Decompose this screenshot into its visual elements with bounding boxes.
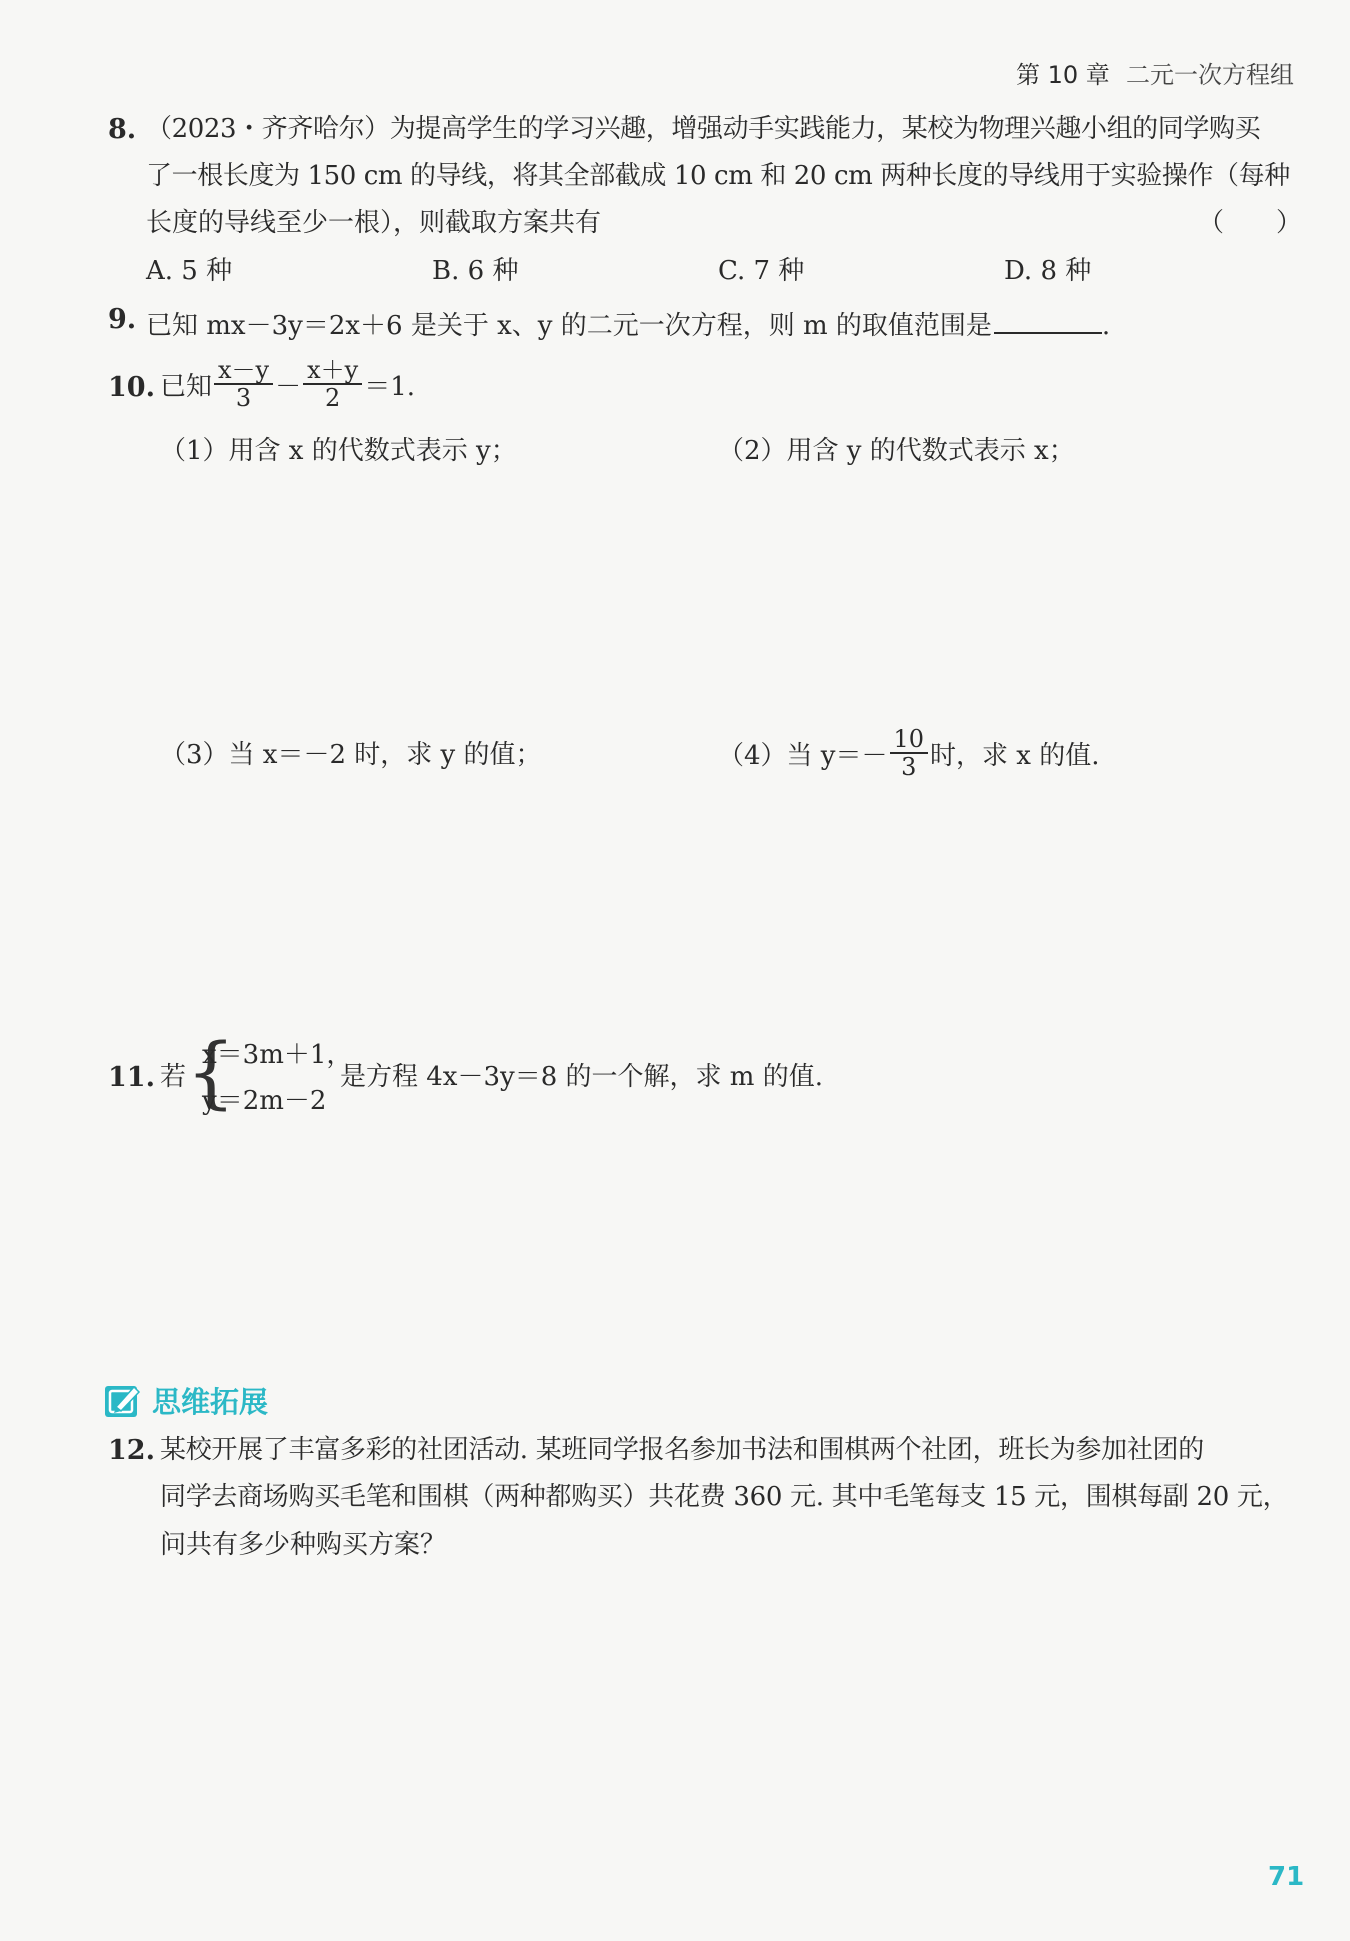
question-11-number: 11. xyxy=(108,1062,155,1093)
part-4-denominator: 3 xyxy=(901,753,917,781)
part-4-prefix: （4）当 y＝－ xyxy=(718,740,888,771)
fraction-2-denominator: 2 xyxy=(325,384,341,412)
question-9-stem: 已知 mx－3y＝2x＋6 是关于 x、y 的二元一次方程，则 m 的取值范围是 xyxy=(146,311,992,341)
question-10-part-2: （2）用含 y 的代数式表示 x； xyxy=(718,436,1075,466)
question-8-option-b[interactable]: B. 6 种 xyxy=(432,256,519,286)
question-10-fraction-2 xyxy=(303,357,362,412)
page-number: 71 xyxy=(1268,1862,1305,1892)
question-10-suffix: ＝1. xyxy=(364,371,416,402)
question-8-answer-paren[interactable]: （ ） xyxy=(1198,208,1303,238)
question-9-text xyxy=(146,306,1110,339)
question-8-option-c[interactable]: C. 7 种 xyxy=(718,256,805,286)
question-10-prefix: 已知 xyxy=(160,371,213,402)
fraction-1-denominator: 3 xyxy=(235,384,252,412)
question-11-suffix: 是方程 4x－3y＝8 的一个解，求 m 的值. xyxy=(340,1062,823,1092)
section-header xyxy=(104,1380,268,1421)
question-12-number: 12. xyxy=(108,1435,155,1466)
part-4-fraction xyxy=(890,726,929,781)
question-11-prefix: 若 xyxy=(160,1062,187,1092)
part-4-numerator: 10 xyxy=(890,726,929,754)
question-10-number: 10. xyxy=(108,372,155,403)
question-10-minus: － xyxy=(275,371,302,402)
question-10-part-1: （1）用含 x 的代数式表示 y； xyxy=(160,436,517,466)
question-12-line-1: 某校开展了丰富多彩的社团活动. 某班同学报名参加书法和围棋两个社团，班长为参加社团的 xyxy=(160,1435,1204,1465)
question-10-part-4 xyxy=(718,720,1100,786)
question-8-option-a[interactable]: A. 5 种 xyxy=(146,256,233,286)
question-9-end: . xyxy=(1101,311,1111,341)
pencil-square-icon xyxy=(104,1383,144,1419)
question-9-answer-blank[interactable] xyxy=(994,306,1102,334)
question-9-number: 9. xyxy=(108,304,137,335)
equation-system-brace: { xyxy=(186,1028,236,1118)
question-8-line-1: （2023・齐齐哈尔）为提高学生的学习兴趣，增强动手实践能力，某校为物理兴趣小组的同学购买 xyxy=(146,114,1261,144)
question-8-number: 8. xyxy=(108,114,137,145)
question-8-option-d[interactable]: D. 8 种 xyxy=(1004,256,1092,286)
fraction-1-numerator: x－y xyxy=(214,357,273,385)
chapter-number: 第 10 章 xyxy=(1016,61,1110,89)
chapter-title: 二元一次方程组 xyxy=(1126,61,1294,89)
question-12-line-2: 同学去商场购买毛笔和围棋（两种都购买）共花费 360 元. 其中毛笔每支 15 元，围棋每副 20 元， xyxy=(160,1482,1289,1512)
equation-system-line-1: x＝3m＋1， xyxy=(202,1040,353,1070)
section-title: 思维拓展 xyxy=(152,1385,269,1419)
question-10-equation xyxy=(160,352,415,416)
question-10-fraction-1 xyxy=(214,357,273,412)
question-8-line-3: 长度的导线至少一根），则截取方案共有 xyxy=(146,208,602,238)
question-8-line-2: 了一根长度为 150 cm 的导线，将其全部截成 10 cm 和 20 cm 两种长度的导线用于实验操作（每种 xyxy=(146,161,1290,191)
part-4-suffix: 时，求 x 的值. xyxy=(930,740,1100,771)
question-10-part-3: （3）当 x＝－2 时，求 y 的值； xyxy=(160,740,542,770)
question-12-line-3: 问共有多少种购买方案？ xyxy=(160,1530,447,1560)
fraction-2-numerator: x＋y xyxy=(303,357,362,385)
equation-system-line-2: y＝2m－2 xyxy=(202,1086,327,1116)
